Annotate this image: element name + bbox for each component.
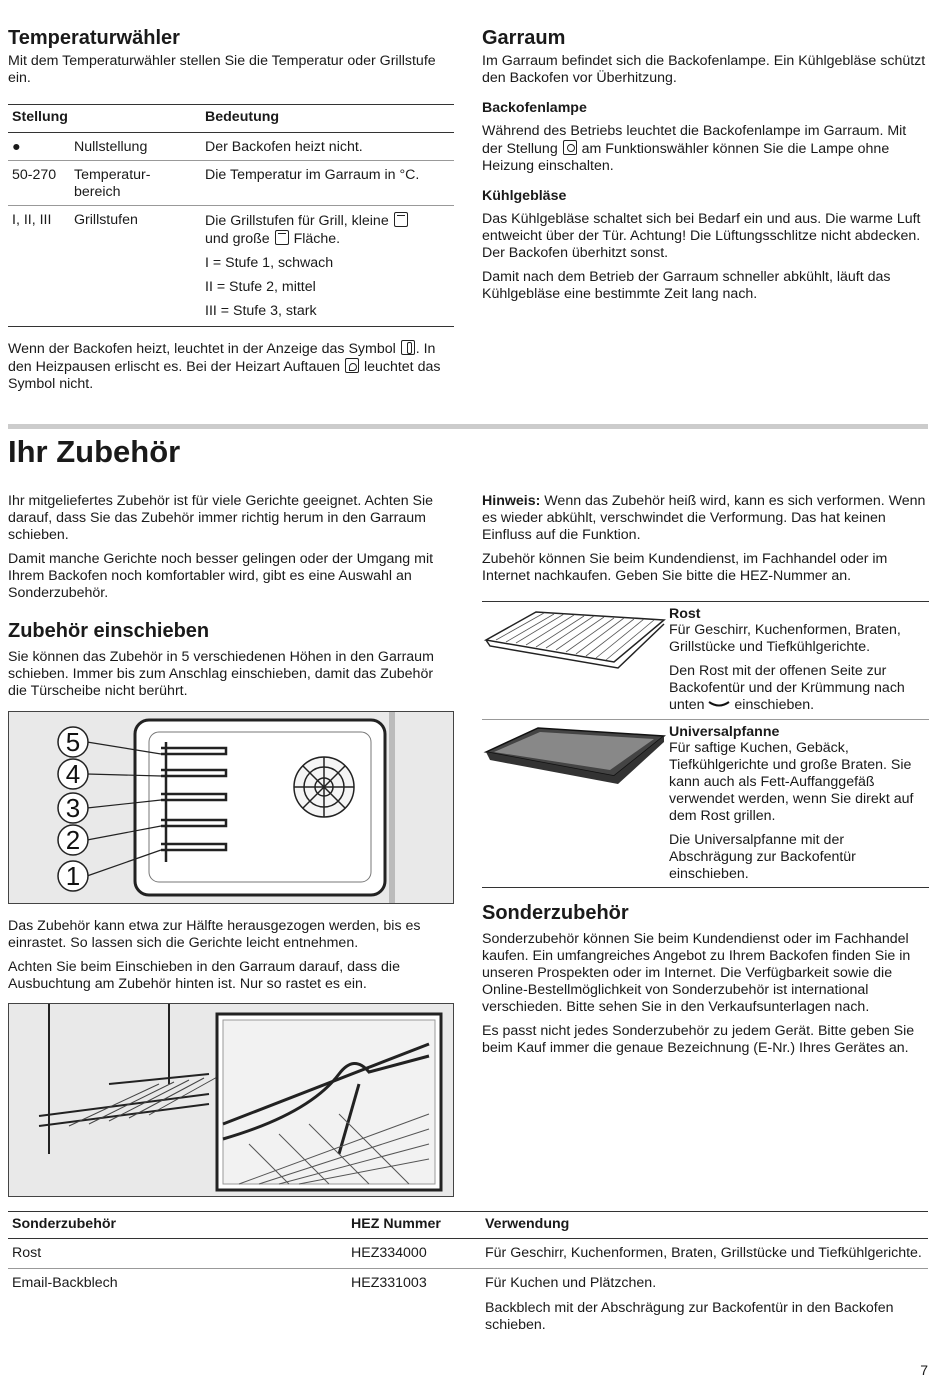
accessory-list	[482, 601, 929, 888]
lamp-title: Backofenlampe	[482, 100, 587, 116]
lamp-text	[482, 123, 929, 175]
insert-text-3: Achten Sie beim Einschieben in den Garraum darauf, dass die Ausbuchtung am Zubehör hinten ist. Nur so rastet es ein.	[8, 959, 400, 992]
rack-text-1: Für Geschirr, Kuchenformen, Braten, Grillstücke und Tiefkühlgerichte.	[669, 622, 901, 655]
accessories-text-1: Ihr mitgeliefertes Zubehör ist für viele Gerichte geeignet. Achten Sie darauf, dass Sie das Zubehör immer richtig herum in den Garraum schieben.	[8, 493, 434, 543]
rack-description	[669, 602, 929, 719]
cell-name: Rost	[8, 1239, 347, 1269]
small-grill-icon	[394, 212, 408, 227]
note-text-2: . In den Heizpausen erlischt es. Bei der Heizart Auftauen	[8, 341, 436, 375]
rack-text-2b: einschieben.	[734, 697, 815, 713]
col-usage: Verwendung	[481, 1212, 928, 1239]
grill-level-3: III = Stufe 3, stark	[205, 303, 317, 319]
table-row	[8, 161, 454, 206]
table-row	[8, 1269, 928, 1341]
list-item	[482, 720, 929, 888]
wire-rack-icon	[482, 602, 669, 720]
cell-hez: HEZ331003	[351, 1275, 427, 1291]
cell-usage: Für Geschirr, Kuchenformen, Braten, Grillstücke und Tiefkühlgerichte.	[481, 1239, 928, 1269]
rack-text-2	[669, 663, 929, 714]
row-meaning: Die Temperatur im Garraum in °C.	[201, 161, 454, 206]
section-divider	[8, 424, 928, 429]
usage-text-2: Backblech mit der Abschrägung zur Backofentür in den Backofen schieben.	[485, 1300, 894, 1333]
defrost-icon	[345, 358, 359, 373]
curve-down-icon	[708, 700, 730, 708]
oven-lamp-icon	[563, 140, 577, 155]
level-3-label: 3	[65, 793, 81, 823]
insert-title: Zubehör einschieben	[8, 620, 210, 642]
special-text-1: Sonderzubehör können Sie beim Kundendienst oder im Fachhandel kaufen. Ein umfangreiches Angebot zu Ihrem Backofen finden Sie in unseren Prospekten oder im Internet. Die Verfügbarkeit sowie die Online-Bestellmöglichkeit von Sonderzubehör ist international verschieden. Bitte sehen Sie in den Verkaufsunterlagen nach.	[482, 931, 911, 1015]
large-grill-icon	[275, 230, 289, 245]
row-meaning	[201, 206, 454, 327]
usage-text-1: Für Kuchen und Plätzchen.	[485, 1275, 657, 1291]
level-2-label: 2	[65, 825, 81, 855]
shelf-levels-figure	[8, 711, 454, 904]
cooking-compartment-section	[482, 26, 929, 310]
temperature-note	[8, 340, 454, 393]
grill-level-1: I = Stufe 1, schwach	[205, 255, 334, 271]
pan-image	[482, 720, 669, 887]
insert-text-2: Das Zubehör kann etwa zur Hälfte herausgezogen werden, bis es einrastet. So lassen sich die Gerichte leicht entnehmen.	[8, 918, 421, 951]
row-meaning: Der Backofen heizt nicht.	[201, 133, 454, 161]
rack-detail-figure	[8, 1003, 454, 1197]
universal-pan-icon	[482, 720, 669, 810]
pan-text-2: Die Universalpfanne mit der Abschrägung zur Backofentür einschieben.	[669, 832, 856, 882]
pan-name: Universalpfanne	[669, 724, 780, 740]
note-text-1: Wenn der Backofen heizt, leuchtet in der Anzeige das Symbol	[8, 341, 396, 357]
rack-image	[482, 602, 669, 719]
oven-levels-illustration	[9, 712, 453, 903]
rack-text-2a: Den Rost mit der offenen Seite zur Backofentür und der Krümmung nach unten	[669, 663, 905, 713]
fan-text-2: Damit nach dem Betrieb der Garraum schneller abkühlt, läuft das Kühlgebläse eine bestimmte Zeit lang nach.	[482, 269, 891, 302]
list-item	[482, 602, 929, 720]
cell-hez: HEZ334000	[347, 1239, 481, 1269]
table-row	[8, 1239, 928, 1269]
insert-text: Sie können das Zubehör in 5 verschiedenen Höhen in den Garraum schieben. Immer bis zum Anschlag einschieben, damit das Zubehör die Türscheibe nicht berührt.	[8, 649, 434, 699]
lamp-text-1: Während des Betriebs leuchtet die Backofenlampe im Garraum. Mit der Stellung	[482, 123, 907, 157]
special-text-2: Es passt nicht jedes Sonderzubehör zu jedem Gerät. Bitte geben Sie beim Kauf immer die genaue Bezeichnung (E-Nr.) Ihres Gerätes an.	[482, 1023, 915, 1056]
col-hez: HEZ Nummer	[347, 1212, 481, 1239]
grill-text-3: Fläche.	[293, 231, 341, 247]
row-label: Nullstellung	[70, 133, 201, 161]
grill-text-2: und große	[205, 231, 270, 247]
accessories-title: Ihr Zubehör	[8, 434, 181, 469]
hint-text	[482, 493, 929, 544]
temperature-title: Temperaturwähler	[8, 27, 180, 49]
table-row	[8, 206, 454, 327]
insert-notes	[8, 918, 454, 1000]
accessories-hint	[482, 493, 929, 592]
col-meaning: Bedeutung	[201, 105, 454, 133]
cell-usage	[481, 1269, 928, 1341]
row-symbol: 50-270	[8, 161, 70, 206]
special-accessories-table	[8, 1211, 928, 1340]
cell-name: Email-Backblech	[12, 1275, 118, 1291]
temperature-section	[8, 26, 454, 400]
col-position: Stellung	[8, 105, 201, 133]
row-symbol: I, II, III	[8, 206, 70, 327]
special-accessories-section	[482, 901, 929, 1064]
row-label: Temperatur-bereich	[70, 161, 201, 206]
grill-level-2: II = Stufe 2, mittel	[205, 279, 316, 295]
col-accessory: Sonderzubehör	[8, 1212, 347, 1239]
temperature-table	[8, 104, 454, 327]
fan-title: Kühlgebläse	[482, 188, 567, 204]
level-4-label: 4	[65, 759, 81, 789]
hint-label: Hinweis:	[482, 493, 541, 509]
hint-body: Wenn das Zubehör heiß wird, kann es sich verformen. Wenn es wieder abkühlt, verschwindet die Verformung. Das hat keinen Einfluss auf die Funktion.	[482, 493, 926, 543]
temperature-intro: Mit dem Temperaturwähler stellen Sie die Temperatur oder Grillstufe ein.	[8, 53, 436, 86]
level-1-label: 1	[65, 861, 81, 891]
accessories-text-2: Damit manche Gerichte noch besser gelingen oder der Umgang mit Ihrem Backofen noch komfortabler wird, gibt es eine Auswahl an Sonderzubehör.	[8, 551, 434, 601]
buy-text: Zubehör können Sie beim Kundendienst, im Fachhandel oder im Internet nachkaufen. Geben Sie bitte die HEZ-Nummer an.	[482, 551, 888, 584]
lamp-text-2: am Funktionswähler können Sie die Lampe ohne Heizung einschalten.	[482, 141, 890, 174]
garraum-title: Garraum	[482, 27, 566, 49]
fan-text-1: Das Kühlgebläse schaltet sich bei Bedarf ein und aus. Die warme Luft entweicht über der Tür. Achtung! Die Lüftungsschlitze nicht abdecken. Der Backofen überhitzt sonst.	[482, 211, 921, 261]
row-symbol: ●	[8, 133, 70, 161]
special-accessories-title: Sonderzubehör	[482, 902, 629, 924]
rack-name: Rost	[669, 606, 701, 622]
rack-detail-illustration	[9, 1004, 453, 1196]
row-label: Grillstufen	[70, 206, 201, 327]
pan-description	[669, 720, 929, 887]
level-5-label: 5	[65, 727, 81, 757]
garraum-intro: Im Garraum befindet sich die Backofenlampe. Ein Kühlgebläse schützt den Backofen vor Überhitzung.	[482, 53, 926, 86]
grill-text-1: Die Grillstufen für Grill, kleine	[205, 213, 389, 229]
accessories-intro	[8, 493, 454, 707]
pan-text-1: Für saftige Kuchen, Gebäck, Tiefkühlgerichte und große Braten. Sie kann auch als Fett-Auffanggefäß verwendet werden, wenn Sie direkt auf dem Rost grillen.	[669, 740, 914, 824]
note-text-3: leuchtet das Symbol nicht.	[8, 359, 441, 392]
heating-indicator-icon	[401, 340, 415, 355]
page-number: 7	[920, 1362, 928, 1378]
table-row	[8, 133, 454, 161]
